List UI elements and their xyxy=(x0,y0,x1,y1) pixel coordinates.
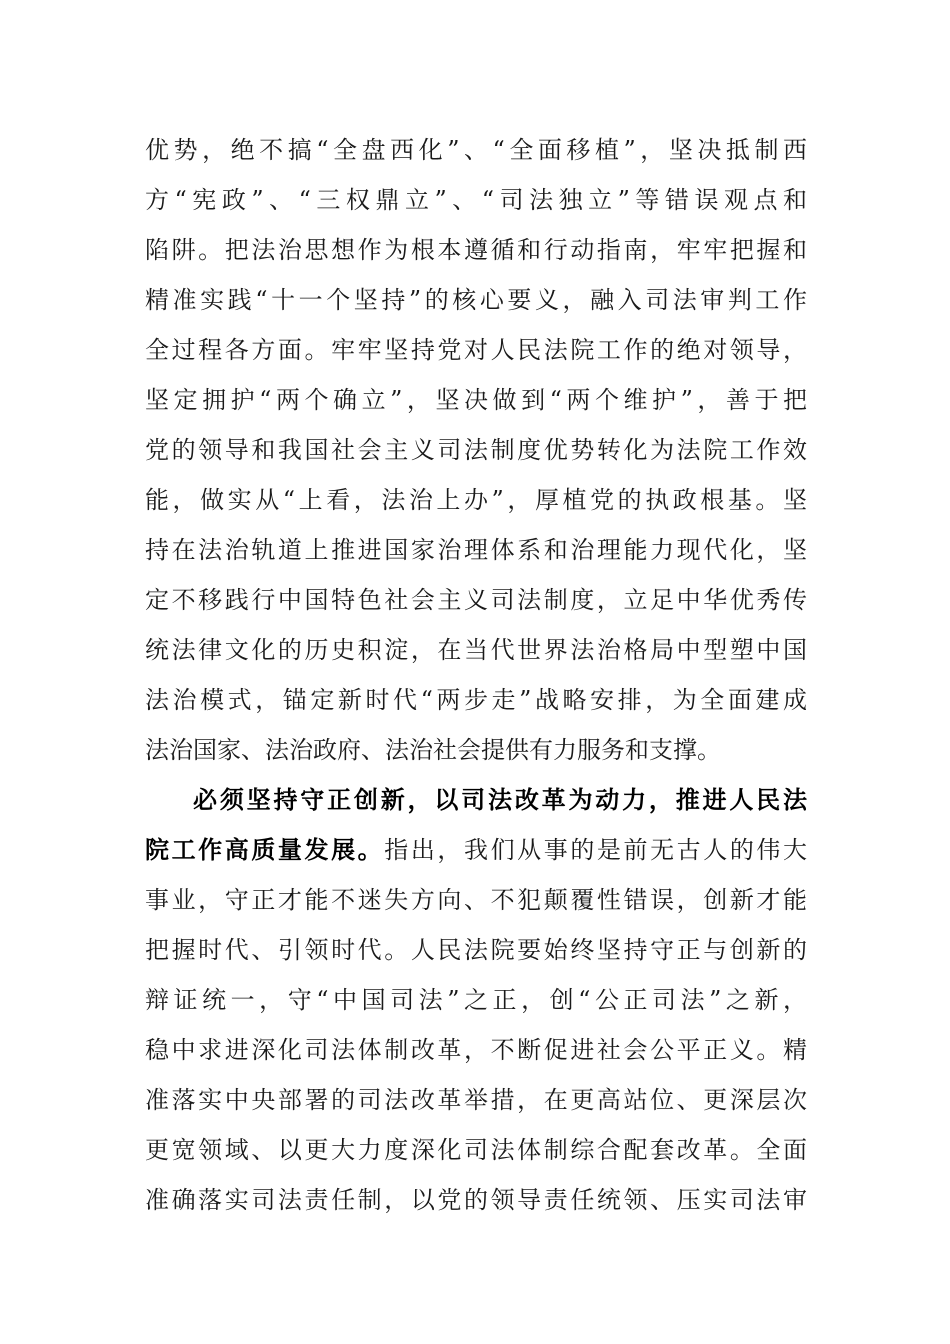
text-line: 准确落实司法责任制，以党的领导责任统领、压实司法审 xyxy=(145,1186,807,1214)
text-line: 能，做实从“上看，法治上办”，厚植党的执政根基。坚 xyxy=(145,486,807,514)
text-line-last: 法治国家、法治政府、法治社会提供有力服务和支撑。 xyxy=(145,736,721,764)
text-line: 准落实中央部署的司法改革举措，在更高站位、更深层次 xyxy=(145,1086,807,1114)
section-heading-end: 院工作高质量发展。 xyxy=(145,835,385,864)
text-line: 统法律文化的历史积淀，在当代世界法治格局中型塑中国 xyxy=(145,636,807,664)
section-heading-line: 必须坚持守正创新，以司法改革为动力，推进人民法 xyxy=(193,785,807,814)
text-line: 稳中求进深化司法体制改革，不断促进社会公平正义。精 xyxy=(145,1036,807,1064)
text-line: 精准实践“十一个坚持”的核心要义，融入司法审判工作 xyxy=(145,286,807,314)
text-line: 更宽领域、以更大力度深化司法体制综合配套改革。全面 xyxy=(145,1136,807,1164)
text-line: 陷阱。把法治思想作为根本遵循和行动指南，牢牢把握和 xyxy=(145,236,807,264)
text-line: 方“宪政”、“三权鼎立”、“司法独立”等错误观点和 xyxy=(145,186,807,214)
text-line: 全过程各方面。牢牢坚持党对人民法院工作的绝对领导， xyxy=(145,336,807,364)
text-line-with-heading xyxy=(145,832,807,868)
text-line: 持在法治轨道上推进国家治理体系和治理能力现代化，坚 xyxy=(145,536,807,564)
text-line: 坚定拥护“两个确立”，坚决做到“两个维护”，善于把 xyxy=(145,386,807,414)
text-segment: 指出，我们从事的是前无古人的伟大 xyxy=(384,836,807,864)
text-line: 法治模式，锚定新时代“两步走”战略安排，为全面建成 xyxy=(145,686,807,714)
text-line: 定不移践行中国特色社会主义司法制度，立足中华优秀传 xyxy=(145,586,807,614)
text-line: 辩证统一，守“中国司法”之正，创“公正司法”之新， xyxy=(145,986,807,1014)
text-line: 事业，守正才能不迷失方向、不犯颠覆性错误，创新才能 xyxy=(145,886,807,914)
text-line: 把握时代、引领时代。人民法院要始终坚持守正与创新的 xyxy=(145,936,807,964)
text-line: 党的领导和我国社会主义司法制度优势转化为法院工作效 xyxy=(145,436,807,464)
text-line: 优势，绝不搞“全盘西化”、“全面移植”，坚决抵制西 xyxy=(145,136,807,164)
